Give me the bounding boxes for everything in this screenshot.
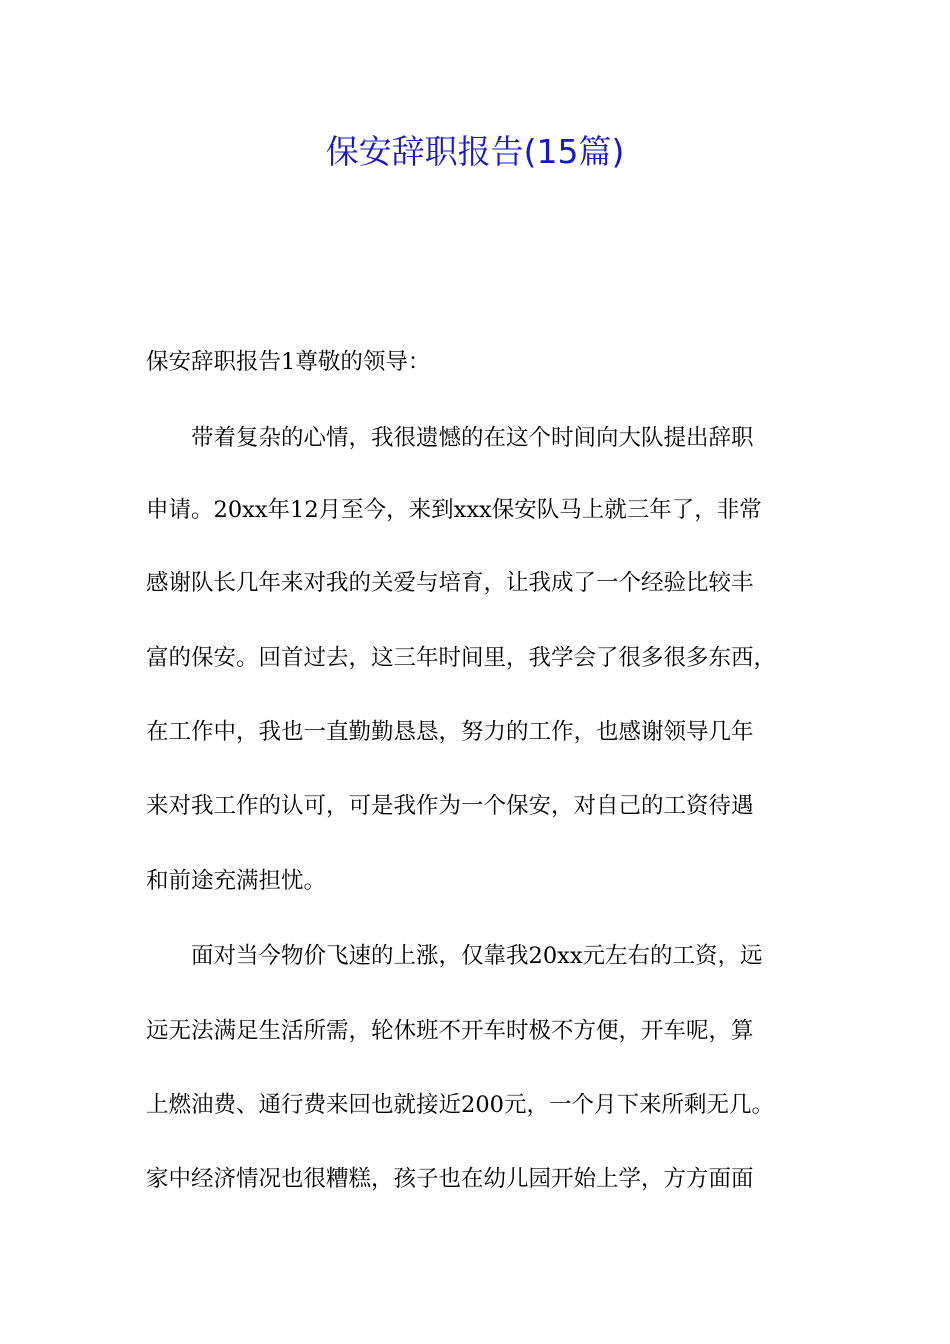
text-line: 富的保安。回首过去，这三年时间里，我学会了很多很多东西， [146,645,777,671]
text-line: 上燃油费、通行费来回也就接近200元，一个月下来所剩无几。 [146,1092,774,1118]
document-title: 保安辞职报告(15篇) [325,132,625,171]
text-line: 带着复杂的心情，我很遗憾的在这个时间向大队提出辞职 [146,425,754,451]
text-line: 保安辞职报告1尊敬的领导： [146,349,431,375]
text-line: 远无法满足生活所需，轮休班不开车时极不方便，开车呢，算 [146,1018,754,1044]
text-line: 家中经济情况也很糟糕，孩子也在幼儿园开始上学，方方面面 [146,1166,754,1192]
text-line: 感谢队长几年来对我的关爱与培育，让我成了一个经验比较丰 [146,570,754,596]
text-line: 申请。20xx年12月至今，来到xxx保安队马上就三年了，非常 [146,497,762,523]
text-line: 面对当今物价飞速的上涨，仅靠我20xx元左右的工资，远 [146,943,763,969]
text-line: 在工作中，我也一直勤勤恳恳，努力的工作，也感谢领导几年 [146,719,754,745]
text-line: 来对我工作的认可，可是我作为一个保安，对自己的工资待遇 [146,793,754,819]
text-line: 和前途充满担忧。 [146,868,327,894]
